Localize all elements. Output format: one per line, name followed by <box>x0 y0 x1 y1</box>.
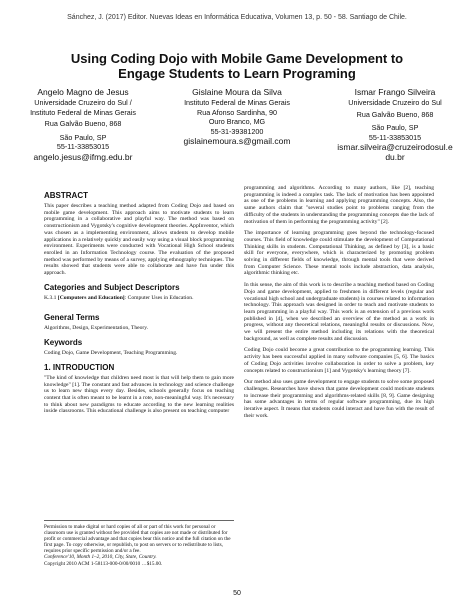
abstract-heading: ABSTRACT <box>44 191 88 200</box>
author-phone: 55-31-39381200 <box>210 126 264 136</box>
paragraph: programming and algorithms. According to many authors, like [2], teaching programming is indeed a complex task. The lack of motivation has been appointed as one of the problems in learning and applying programming concepts. Also, the same authors claim that "several studies point to problems ranging from the difficulty of the students in understanding the programming concepts due the lack of motivation of them in performing the programming activity" [2]. <box>244 185 434 225</box>
keywords-heading: Keywords <box>44 338 83 348</box>
paragraph: Our method also uses game development to engage students to solve some proposed challenges. Researches have shown that game development could motivate students to increase their programming and algorithms-related skills [8, 9]. Game designing has some advantages in terms of regular software programming, due its high iterative aspect. It means that students could interact and have fun with the result of their work. <box>244 379 434 419</box>
paragraph: Coding Dojo could become a great contribution to the programming learning. This activity has been successful applied in many software companies [5, 6]. The basics of Coding Dojo activities involve collaboration in order to solve a problem, key concepts related to constructionism [1] and Vygotsky's learning theory [7]. <box>244 347 434 374</box>
introduction-heading: 1. INTRODUCTION <box>44 362 115 372</box>
categories-heading: Categories and Subject Descriptors <box>44 282 180 292</box>
author-email: angelo.jesus@ifmg.edu.br <box>33 151 133 162</box>
general-terms-text: Algorithms, Design, Experimentation, Theory. <box>44 325 149 332</box>
author-email-continued: du.br <box>385 152 405 162</box>
author-name: Gislaine Moura da Silva <box>192 87 282 97</box>
author-affiliation: Instituto Federal de Minas Gerais <box>30 107 136 117</box>
paragraph: The importance of learning programming goes beyond the technology-focused courses. This field of knowledge could stimulate the development of Computational Thinking skills in students. Computational Thinking, as defined by [3], is a basic skill for everyone, everywhere, which is characterized by promoting problem solving in different fields of knowledge, through mental tools that were derived from Computer Science. These mental tools include abstraction, data analysis, algorithmic thinking etc. <box>244 230 434 277</box>
categories-bold: [Computers and Education] <box>57 294 125 301</box>
categories-ref: K.3.1 <box>44 294 58 301</box>
author-name: Ismar Frango Silveira <box>354 87 436 97</box>
page-number: 50 <box>233 590 241 597</box>
author-address: Rua Galvão Bueno, 868 <box>356 109 434 119</box>
author-block-3 <box>330 87 460 162</box>
right-column <box>244 185 434 425</box>
author-phone: 55-11-33853015 <box>368 132 422 142</box>
author-name: Angelo Magno de Jesus <box>37 87 129 97</box>
author-block-2 <box>172 87 302 146</box>
categories-text <box>44 295 234 302</box>
author-affiliation: Universidade Cruzeiro do Sul / <box>34 98 132 107</box>
keywords-text: Coding Dojo, Game Development, Teaching Programming. <box>44 350 178 357</box>
author-block-1 <box>18 87 148 162</box>
author-city: Ouro Branco, MG <box>208 117 266 126</box>
author-affiliation: Instituto Federal de Minas Gerais <box>184 98 290 107</box>
conference-line: Conference'10, Month 1–2, 2010, City, State, Country. <box>44 554 157 561</box>
author-affiliation: Universidade Cruzeiro do Sul <box>348 98 442 107</box>
copyright-line: Copyright 2010 ACM 1-58113-000-0/00/0010 …$15.00. <box>44 560 163 567</box>
paper-title <box>10 51 464 81</box>
general-terms-heading: General Terms <box>44 313 100 323</box>
permission-text: Permission to make digital or hard copies of all or part of this work for personal or classroom use is granted without fee provided that copies are not made or distributed for profit or commercial advantage and that copies bear this notice and the full citation on the first page. To copy otherwise, or republish, to post on servers or to redistribute to lists, requires prior specific permission and/or a fee. <box>44 524 231 555</box>
author-city: São Paulo, SP <box>371 123 419 132</box>
title-line-1: Using Coding Dojo with Mobile Game Development to <box>70 51 404 66</box>
author-email: gislainemoura.s@gmail.com <box>183 136 291 146</box>
title-line-2: Engage Students to Learn Programing <box>118 66 356 81</box>
introduction-text: "The kind of knowledge that children need most is that will help them to gain more knowledge" [1]. The constant and fast advances in technology and science challenge us to learn new things every day. Besides, schools generally focus on teaching content that is often meant to be learnt in a rote, non-meaningful way. It's necessary to think about new paradigms to educate according to the new learning realities inside classrooms. This educational challenge is also present on teaching computer <box>44 374 234 415</box>
paragraph: In this sense, the aim of this work is to describe a teaching method based on Coding Dojo and game development, applied to freshmen in different levels (regular and vocational high school and undergraduate students) in courses related to information technology. This approach was designed in order to teach and motivate students to learn programming in a playful way. This work is an extension of a previous work published in [4], when we described an overview of the method as a work in progress, without any theoretical relations, meaningful results or discussions. Now, we will present the entire method including its relations with the theoretical background, as well as complete results and discussion. <box>244 282 434 342</box>
categories-rest: : Computer Uses in Education. <box>124 294 194 301</box>
header-citation: Sánchez, J. (2017) Editor. Nuevas Ideas en Informática Educativa, Volumen 13, p. 50 - 58. Santiago de Chile. <box>67 14 407 21</box>
permission-notice <box>44 520 234 567</box>
author-phone: 55-11-33853015 <box>56 142 110 151</box>
author-city: São Paulo, SP <box>59 132 107 142</box>
author-address: Rua Galvão Bueno, 868 <box>44 119 122 128</box>
author-address: Rua Afonso Sardinha, 90 <box>197 107 277 117</box>
left-column <box>44 185 234 420</box>
abstract-text: This paper describes a teaching method adapted from Coding Dojo and based on mobile game development. This approach aims to motivate students to learn programming in a collaborative and playful way. The method was based on constructionism and Vygotsky's cognitive development theories. AppInventor, which was chosen as a implementing environment, allows students to develop mobile applications in a relatively quickly and easily way using a visual block programming environment. Experiments were conducted with Vocational High School students enrolled in an Information Technology course. The evaluation of the proposed method was performed by means of a survey, applying ethnography techniques. The results showed that students were able to collaborate and have fun under this approach. <box>44 203 234 277</box>
author-email: ismar.silveira@cruzeirodosul.e <box>337 142 453 152</box>
